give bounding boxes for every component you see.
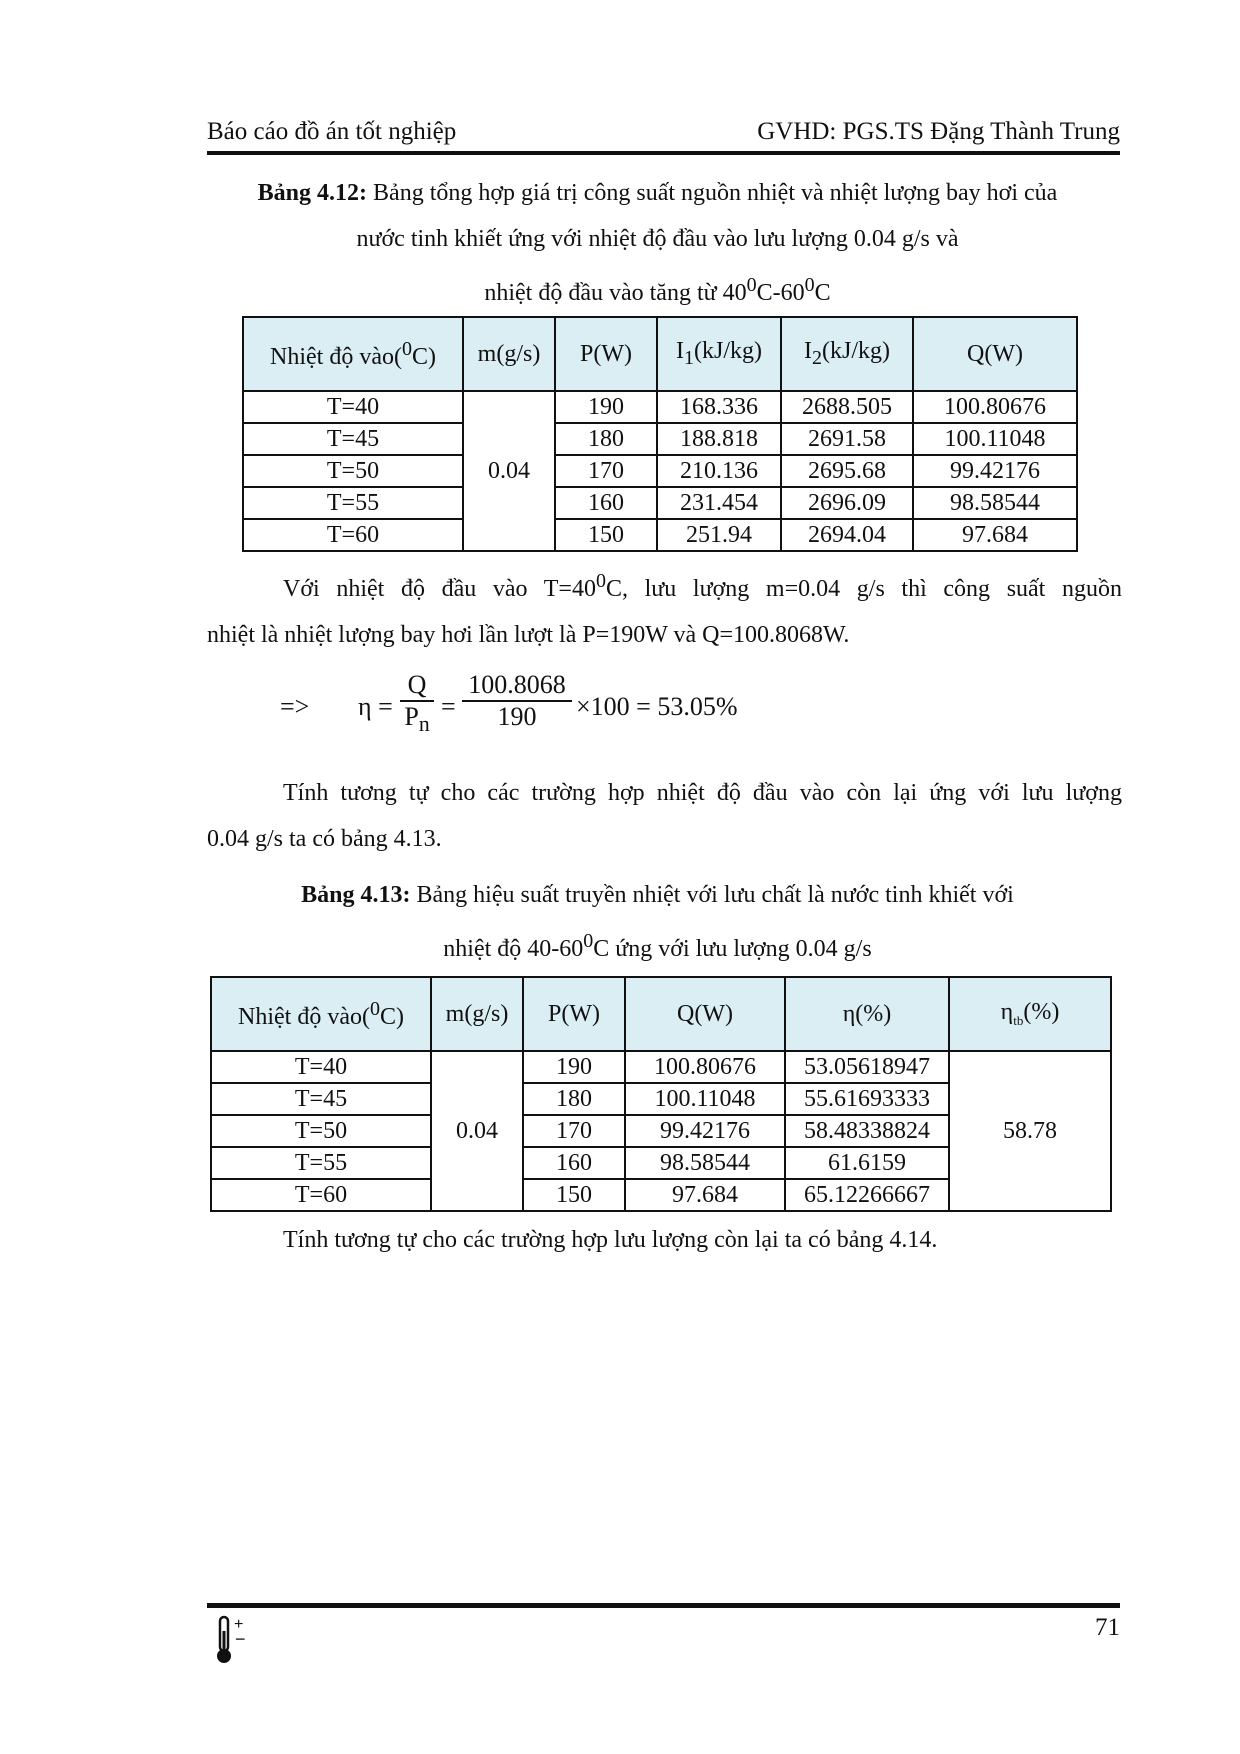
table13-cell-p: 150 — [523, 1179, 625, 1211]
table12-header-p: P(W) — [555, 317, 657, 391]
table-row — [243, 455, 1077, 487]
table-row — [243, 391, 1077, 423]
table12-caption — [190, 170, 1125, 316]
table13-caption — [190, 872, 1125, 972]
table13-cell-p: 180 — [523, 1083, 625, 1115]
table13-caption-line1: Bảng hiệu suất truyền nhiệt với lưu chất là nước tinh khiết với — [410, 882, 1014, 908]
table12-cell-q: 98.58544 — [913, 487, 1077, 519]
table-row — [243, 487, 1077, 519]
paragraph-1-line1: Với nhiệt độ đầu vào $T=40^0C$, lưu lượng m=0.04 g/s thì công suất nguồn — [283, 570, 1122, 602]
table12-cell-t: T=55 — [243, 487, 463, 519]
paragraph-2 — [207, 770, 1122, 862]
table12-cell-q: 99.42176 — [913, 455, 1077, 487]
table-row — [243, 519, 1077, 551]
table12-caption-line2: nước tinh khiết ứng với nhiệt độ đầu vào lưu lượng 0.04 g/s và — [356, 226, 959, 252]
table13-cell-p: 170 — [523, 1115, 625, 1147]
table12-cell-i2: 2694.04 — [781, 519, 913, 551]
table12-caption-label: Bảng 4.12: — [257, 180, 368, 206]
table13-cell-eta: 65.12266667 — [785, 1179, 949, 1211]
table12-cell-q: 97.684 — [913, 519, 1077, 551]
paragraph-2-line2: 0.04 g/s ta có bảng 4.13. — [207, 826, 442, 852]
table13-header-q: Q(W) — [625, 977, 785, 1051]
paragraph-1-line2: nhiệt là nhiệt lượng bay hơi lần lượt là P=190W và Q=100.8068W. — [207, 622, 850, 648]
formula-frac-q-p — [400, 670, 434, 737]
table12-caption-line3: nhiệt độ đầu vào tăng từ $40^0C-60^0C$ — [484, 274, 831, 306]
header-rule — [207, 151, 1120, 155]
table13-header-p: P(W) — [523, 977, 625, 1051]
formula-frac-values — [462, 670, 572, 732]
table12-cell-i2: 2691.58 — [781, 423, 913, 455]
formula-q: Q — [400, 670, 434, 702]
table12-cell-t: T=50 — [243, 455, 463, 487]
table13-cell-t: T=60 — [211, 1179, 431, 1211]
table12-header-i2: $I_2(kJ/kg)$ — [781, 317, 913, 391]
table13-cell-t: T=50 — [211, 1115, 431, 1147]
table-row — [243, 423, 1077, 455]
svg-text:+: + — [234, 1616, 244, 1633]
table13-cell-q: 98.58544 — [625, 1147, 785, 1179]
table12-cell-i1: 188.818 — [657, 423, 781, 455]
table13-cell-q: 100.80676 — [625, 1051, 785, 1083]
table13-cell-q: 97.684 — [625, 1179, 785, 1211]
paragraph-3: Tính tương tự cho các trường hợp lưu lượng còn lại ta có bảng 4.14. — [283, 1227, 938, 1253]
table13-cell-t: T=55 — [211, 1147, 431, 1179]
table12-cell-p: 160 — [555, 487, 657, 519]
table12-cell-i1: 251.94 — [657, 519, 781, 551]
formula-numerator: 100.8068 — [462, 670, 572, 702]
table13-cell-p: 190 — [523, 1051, 625, 1083]
table13-header-eta: η(%) — [785, 977, 949, 1051]
header-title: Báo cáo đồ án tốt nghiệp — [207, 118, 457, 145]
table13-cell-t: T=40 — [211, 1051, 431, 1083]
table12-header-m: m(g/s) — [463, 317, 555, 391]
table12-cell-t: T=45 — [243, 423, 463, 455]
table13-cell-eta: 61.6159 — [785, 1147, 949, 1179]
table13-cell-eta: 55.61693333 — [785, 1083, 949, 1115]
table13-caption-line2: nhiệt độ $40-60^0C$ ứng với lưu lượng 0.04 g/s — [443, 930, 872, 962]
formula-arrow: => — [280, 692, 310, 721]
table13-header-temp: Nhiệt độ vào($^0$C) — [211, 977, 431, 1051]
page-number: 71 — [1095, 1614, 1120, 1641]
thermometer-icon — [214, 1615, 254, 1665]
table12-cell-i1: 168.336 — [657, 391, 781, 423]
formula-denominator: 190 — [497, 702, 537, 731]
table12-cell-i1: 210.136 — [657, 455, 781, 487]
table12-cell-q: 100.80676 — [913, 391, 1077, 423]
table13-header-m: m(g/s) — [431, 977, 523, 1051]
table12-cell-i2: 2688.505 — [781, 391, 913, 423]
table12-header-i1: $I_1(kJ/kg)$ — [657, 317, 781, 391]
table12-header-q: Q(W) — [913, 317, 1077, 391]
formula-eta: η = — [358, 692, 393, 721]
table12-cell-p: 180 — [555, 423, 657, 455]
table13-cell-eta: 58.48338824 — [785, 1115, 949, 1147]
table12-cell-q: 100.11048 — [913, 423, 1077, 455]
table13-cell-eta-tb: 58.78 — [949, 1051, 1111, 1211]
table-row — [211, 1051, 1111, 1083]
footer-rule — [207, 1603, 1120, 1608]
formula-result: ×100 = 53.05% — [576, 692, 738, 721]
table-4-13 — [210, 976, 1112, 1212]
table12-cell-m: 0.04 — [463, 391, 555, 551]
table12-cell-i2: 2695.68 — [781, 455, 913, 487]
table12-cell-i1: 231.454 — [657, 487, 781, 519]
table12-cell-i2: 2696.09 — [781, 487, 913, 519]
table13-cell-eta: 53.05618947 — [785, 1051, 949, 1083]
paragraph-1 — [207, 558, 1122, 658]
table-4-12 — [242, 316, 1078, 552]
table12-caption-line1: Bảng tổng hợp giá trị công suất nguồn nhiệt và nhiệt lượng bay hơi của — [367, 180, 1058, 206]
formula-pn: $P_n$ — [404, 702, 430, 737]
paragraph-2-line1: Tính tương tự cho các trường hợp nhiệt độ đầu vào còn lại ứng với lưu lượng — [283, 780, 1122, 806]
svg-text:−: − — [235, 1629, 246, 1649]
table12-cell-t: T=40 — [243, 391, 463, 423]
table13-cell-p: 160 — [523, 1147, 625, 1179]
table13-cell-t: T=45 — [211, 1083, 431, 1115]
table13-cell-q: 99.42176 — [625, 1115, 785, 1147]
table12-cell-p: 150 — [555, 519, 657, 551]
table12-cell-t: T=60 — [243, 519, 463, 551]
table12-cell-p: 170 — [555, 455, 657, 487]
table13-cell-q: 100.11048 — [625, 1083, 785, 1115]
formula-equals: = — [441, 692, 456, 721]
table12-cell-p: 190 — [555, 391, 657, 423]
table13-caption-label: Bảng 4.13: — [301, 882, 411, 908]
header-advisor: GVHD: PGS.TS Đặng Thành Trung — [757, 118, 1120, 145]
table13-header-eta-tb: $\eta_{tb}(\%)$ — [949, 977, 1111, 1051]
table13-cell-m: 0.04 — [431, 1051, 523, 1211]
table12-header-temp: Nhiệt độ vào($^0$C) — [243, 317, 463, 391]
